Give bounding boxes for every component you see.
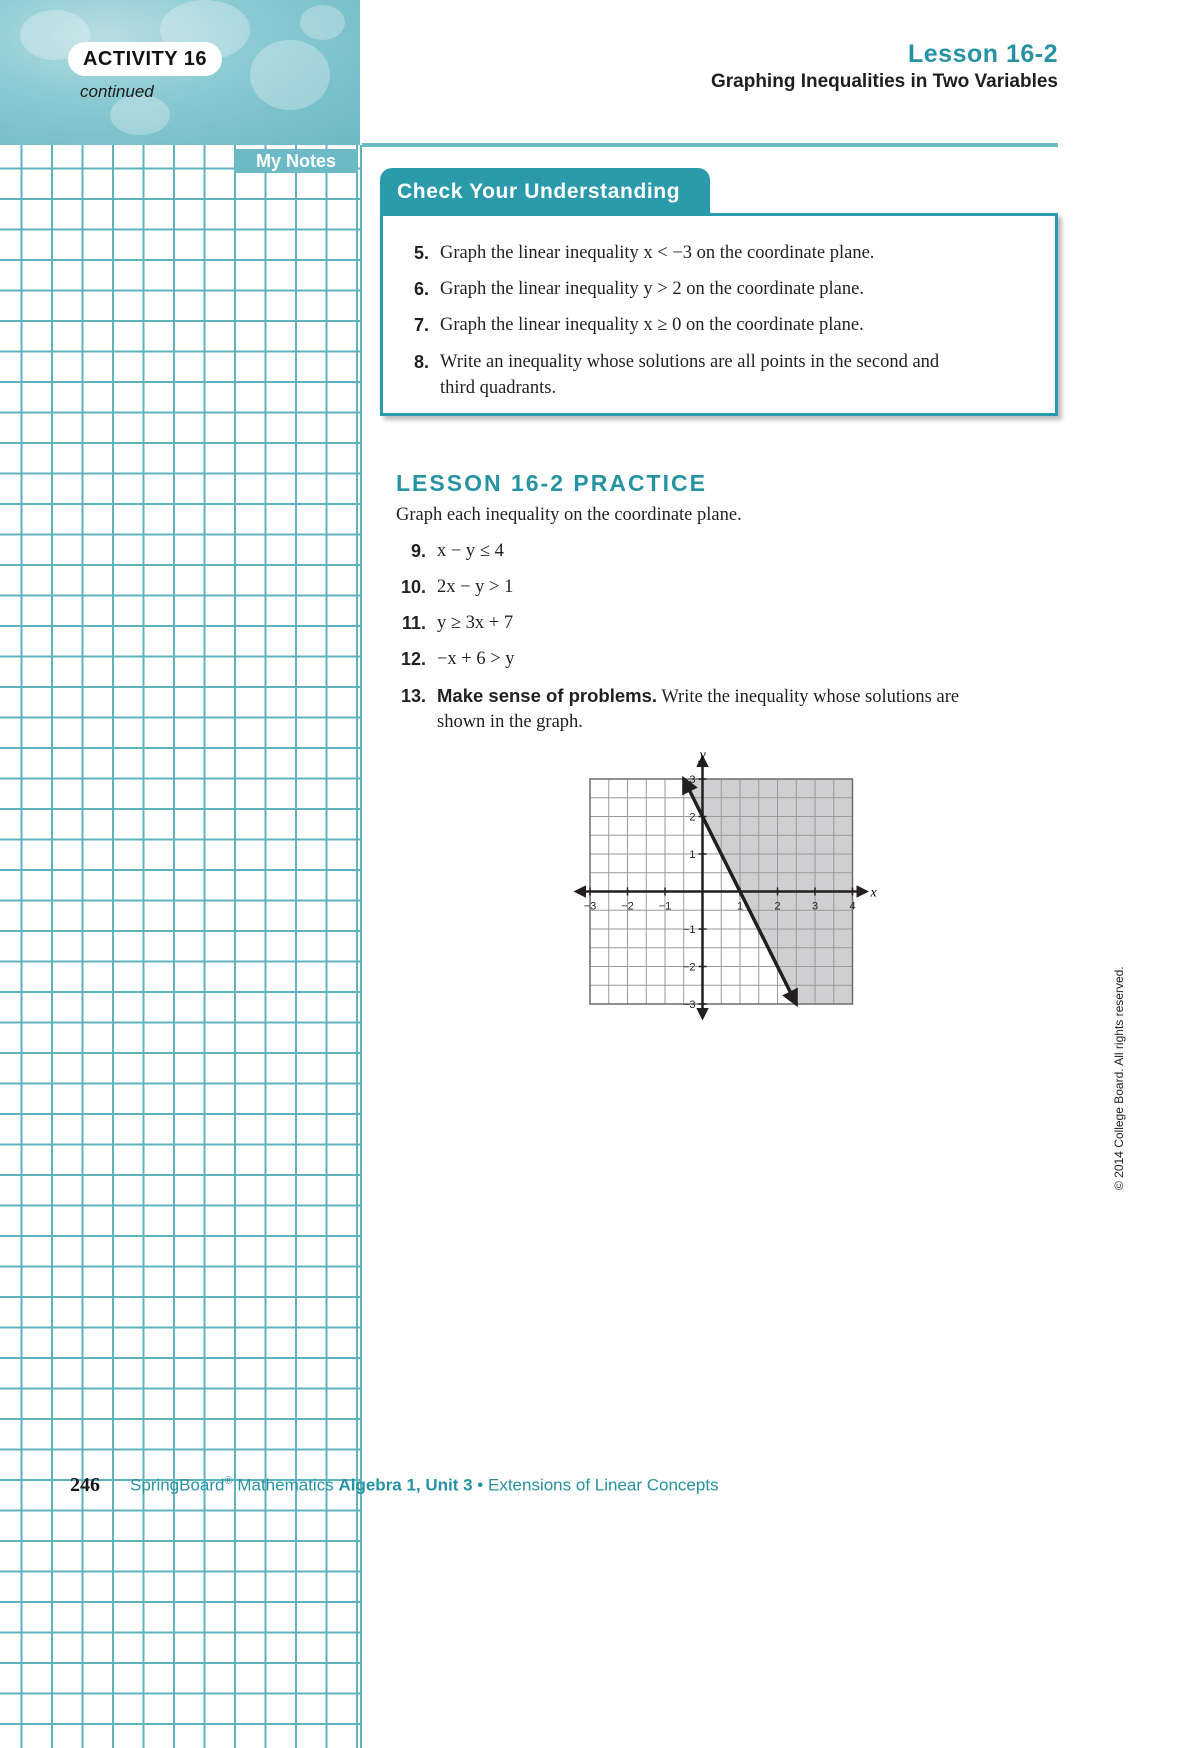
footer-title [130, 1475, 719, 1496]
item-number: 8. [413, 352, 429, 372]
activity-continued: continued [80, 82, 154, 101]
practice-heading: LESSON 16-2 PRACTICE [396, 470, 707, 496]
item-number: 13. [400, 686, 426, 706]
y-axis-label: y [699, 748, 706, 763]
activity-banner [0, 0, 360, 145]
x-tick-label: 3 [811, 900, 819, 913]
x-tick-label: −3 [583, 900, 597, 913]
item-number: 12. [400, 649, 426, 669]
item-number: 7. [413, 315, 429, 335]
footer-unit-title: Extensions of Linear Concepts [487, 1475, 719, 1495]
x-tick-label: −2 [621, 900, 634, 913]
y-tick-label: 1 [689, 849, 696, 861]
item-number: 10. [400, 577, 426, 597]
y-tick-label: 3 [689, 774, 696, 786]
item-text: Graph the linear inequality x < −3 on the coordinate plane. [440, 243, 875, 263]
item-text: y ≥ 3x + 7 [437, 613, 514, 633]
footer-subject: Mathematics [232, 1475, 339, 1495]
activity-label: ACTIVITY 16 [70, 44, 220, 74]
lesson-title: Graphing Inequalities in Two Variables [710, 71, 1058, 92]
header-divider [362, 143, 1058, 147]
item-text: x − y ≤ 4 [437, 541, 504, 561]
item-text: Graph the linear inequality x ≥ 0 on the coordinate plane. [440, 315, 864, 335]
item-text-rest: Write the inequality whose solutions are [657, 687, 960, 707]
footer-brand: SpringBoard [130, 1475, 225, 1495]
item-text-continued: third quadrants. [440, 378, 557, 398]
item-text: 2x − y > 1 [437, 577, 514, 597]
item-text: Graph the linear inequality y > 2 on the coordinate plane. [440, 279, 864, 299]
y-tick-label: −1 [682, 924, 696, 936]
x-tick-label: 2 [774, 900, 781, 913]
practice-instructions: Graph each inequality on the coordinate plane. [396, 505, 742, 525]
item-text-continued: shown in the graph. [437, 712, 583, 732]
x-tick-label: 1 [736, 900, 744, 913]
item-number: 5. [413, 243, 429, 263]
inequality-graph [560, 745, 900, 1035]
check-understanding-box [380, 213, 1058, 416]
footer-separator: • [472, 1475, 488, 1495]
my-notes-tab: My Notes [234, 149, 358, 173]
y-tick-label: 2 [689, 811, 696, 824]
notes-grid [0, 145, 362, 1748]
check-understanding-title: Check Your Understanding [380, 168, 710, 214]
x-axis-label: x [870, 885, 877, 901]
x-tick-label: −1 [658, 900, 672, 913]
x-tick-label: 4 [849, 900, 856, 913]
lesson-number: Lesson 16-2 [907, 40, 1058, 68]
item-text: −x + 6 > y [437, 649, 515, 669]
footer-reg: ® [224, 1475, 233, 1487]
page-number: 246 [70, 1474, 100, 1496]
item-lead: Make sense of problems. [437, 685, 658, 706]
item-text: Write an inequality whose solutions are all points in the second and [440, 352, 940, 372]
y-tick-label: −2 [682, 961, 696, 974]
footer-course: Algebra 1, Unit 3 [338, 1475, 473, 1495]
y-tick-label: −3 [682, 999, 696, 1011]
item-number: 6. [413, 279, 429, 299]
item-number: 11. [401, 613, 426, 633]
copyright-notice: © 2014 College Board. All rights reserved. [1112, 966, 1126, 1190]
item-number: 9. [410, 541, 426, 561]
item-text [437, 683, 959, 710]
